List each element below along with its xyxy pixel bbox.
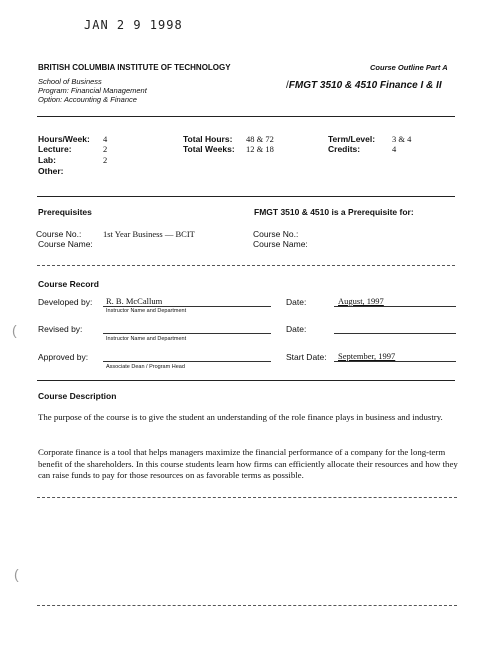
date-label: Date: bbox=[286, 324, 307, 334]
hours-week-label: Hours/Week: bbox=[38, 134, 90, 144]
dean-caption: Associate Dean / Program Head bbox=[106, 364, 185, 370]
lecture-label: Lecture: bbox=[38, 144, 72, 154]
course-title: /FMGT 3510 & 4510 Finance I & II bbox=[286, 80, 442, 91]
total-hours-label: Total Hours: bbox=[183, 134, 233, 144]
course-name-label: Course Name: bbox=[38, 239, 93, 249]
hours-week-value: 4 bbox=[103, 134, 108, 144]
developed-by-label: Developed by: bbox=[38, 297, 93, 307]
prerequisites-title: Prerequisites bbox=[38, 207, 92, 217]
lecture-value: 2 bbox=[103, 144, 108, 154]
description-paragraph-2: Corporate finance is a tool that helps managers maximize the financial performance of a company for the long-term benefit of the shareholders. In this course students learn how firms can efficiently allocate their resources and how they can raise funds to pay for those resources on as favorable terms as possible. bbox=[38, 447, 458, 480]
divider-line bbox=[37, 116, 455, 117]
lab-label: Lab: bbox=[38, 155, 56, 165]
term-level-value: 3 & 4 bbox=[392, 134, 412, 144]
total-weeks-value: 12 & 18 bbox=[246, 144, 274, 154]
date-received-stamp: JAN 2 9 1998 bbox=[84, 18, 183, 32]
date-label: Date: bbox=[286, 297, 307, 307]
course-record-title: Course Record bbox=[38, 279, 99, 289]
outline-part-label: Course Outline Part A bbox=[370, 63, 448, 72]
revised-by-line bbox=[103, 333, 271, 334]
course-description-title: Course Description bbox=[38, 391, 117, 401]
date-value: August, 1997 bbox=[338, 296, 384, 306]
instructor-caption: Instructor Name and Department bbox=[106, 308, 187, 314]
start-date-label: Start Date: bbox=[286, 352, 327, 362]
course-title-text: FMGT 3510 & 4510 Finance I & II bbox=[288, 80, 442, 91]
description-paragraph-1: The purpose of the course is to give the student an understanding of the role finance plays in business and industry. bbox=[38, 412, 443, 422]
course-name2-label: Course Name: bbox=[253, 239, 308, 249]
dashed-divider bbox=[37, 265, 455, 266]
start-date-value: September, 1997 bbox=[338, 351, 396, 361]
lab-value: 2 bbox=[103, 155, 108, 165]
course-no-label: Course No.: bbox=[36, 229, 82, 239]
approved-by-label: Approved by: bbox=[38, 352, 89, 362]
total-weeks-label: Total Weeks: bbox=[183, 144, 235, 154]
course-no-value: 1st Year Business — BCIT bbox=[103, 229, 195, 239]
revised-by-label: Revised by: bbox=[38, 324, 83, 334]
developed-by-value: R. B. McCallum bbox=[106, 296, 163, 306]
credits-value: 4 bbox=[392, 144, 397, 154]
term-level-label: Term/Level: bbox=[328, 134, 376, 144]
prerequisite-for-title: FMGT 3510 & 4510 is a Prerequisite for: bbox=[254, 207, 414, 217]
school-name: School of Business bbox=[38, 77, 102, 86]
credits-label: Credits: bbox=[328, 144, 361, 154]
instructor-caption: Instructor Name and Department bbox=[106, 336, 187, 342]
approved-by-line bbox=[103, 361, 271, 362]
option-name: Option: Accounting & Finance bbox=[38, 95, 137, 104]
program-name: Program: Financial Management bbox=[38, 86, 147, 95]
course-no2-label: Course No.: bbox=[253, 229, 299, 239]
margin-mark: ( bbox=[12, 322, 17, 338]
start-date-line bbox=[334, 361, 456, 362]
margin-mark: ( bbox=[14, 566, 19, 582]
dashed-divider bbox=[37, 605, 457, 606]
date-line bbox=[334, 306, 456, 307]
other-label: Other: bbox=[38, 166, 64, 176]
total-hours-value: 48 & 72 bbox=[246, 134, 274, 144]
date-line bbox=[334, 333, 456, 334]
dashed-divider bbox=[37, 497, 457, 498]
divider-line bbox=[37, 380, 455, 381]
divider-line bbox=[37, 196, 455, 197]
developed-by-line bbox=[103, 306, 271, 307]
institute-name: BRITISH COLUMBIA INSTITUTE OF TECHNOLOGY bbox=[38, 63, 231, 72]
